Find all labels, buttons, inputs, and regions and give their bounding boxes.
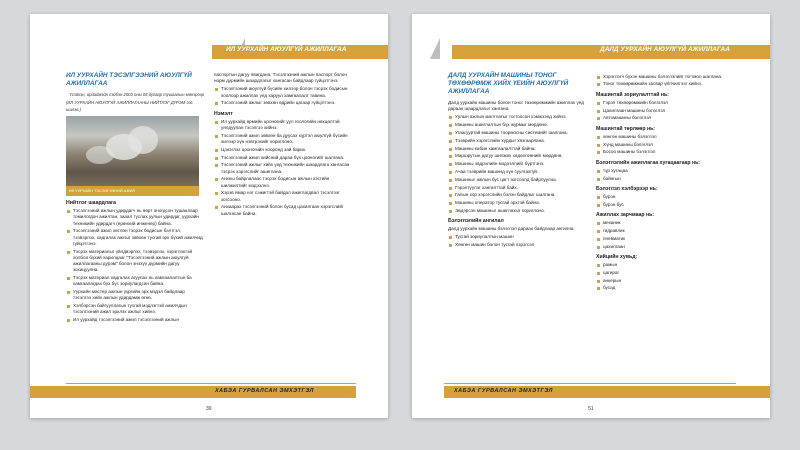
footer-text: ХАБЭА ГУРВАЛСАН ЭМХЭТГЭЛ bbox=[215, 388, 314, 394]
list-item: Босоо машины бэлэглэл bbox=[596, 149, 736, 155]
list-item: хөнгөн машины бэлэглэл bbox=[596, 134, 736, 140]
section-heading: Бэлэглэлийн ангилал bbox=[448, 218, 504, 225]
list-item: Ил уурхайд өрмийн цооногийг уул геологийн нөхцөлтэй уялдуулан тэсэлгээ хийнэ. bbox=[214, 119, 354, 131]
list-item: Тусгай зориулалтын машин bbox=[448, 234, 586, 240]
list-item: бусад bbox=[596, 285, 736, 291]
list-item: Гэрэл төхөөрөмжийн бэлэглэл bbox=[596, 100, 736, 106]
group-heading: Хийцийн хувьд: bbox=[596, 253, 638, 260]
list-item: Маршрутын дагуу шилжих хөдөлгөөнийг мөрдөнө. bbox=[448, 153, 586, 159]
photo-caption: ИЛ УУРХАЙН ТЭСЭЛГЭЭНИЙ АЖИЛ bbox=[66, 186, 199, 196]
left-column-2 bbox=[214, 72, 354, 218]
list-item: Тэсэлгээний ажлын удирдагч нь өөрт оногдсон тушаалаар томилогдон ажилтан, зааал туслах уулын удирдаг, уурхайн техникийн удирдагч (ерөнхий инженер) байна. bbox=[66, 208, 204, 227]
article-title: ИЛ УУРХАЙН ТЭСЭЛГЭЭНИЙ АЮУЛГҮЙ АЖИЛЛАГАА bbox=[66, 72, 192, 87]
list-item: Хөнгөн машин болон тусгай хэрэгсэл bbox=[448, 242, 586, 248]
page-number: 51 bbox=[588, 406, 594, 412]
group-heading: Машинтай зориулалттай нь: bbox=[596, 91, 669, 98]
list-item: Тэсэлгээний ажил хөтлөн тэсрэх бодисын бэлтгэл, тээвэрлэх, хадгалах ажлыг зөвхөн тусгай эрх бүхий ажилчид гүйцэтгэнэ. bbox=[66, 228, 204, 247]
list-item: Тэсэлгээний ажил зөвхөн ба дуусах хүртэл аюулгүй бүсийн хилээр хүн нэвтрэхийг хориглоно. bbox=[214, 133, 354, 145]
list-item: Тоног төхөөрөмжийн засвар үйлчилгээг хийнэ. bbox=[596, 81, 736, 87]
footer-bar bbox=[444, 386, 770, 398]
page-number: 39 bbox=[206, 406, 212, 412]
list-item: Тэсэлгээний ажлыг зөвхөн өдрийн цагаар гүйцэтгэнэ. bbox=[214, 100, 354, 106]
list-item: Цахилгаан машины бэлэглэл bbox=[596, 108, 736, 114]
paragraph: паспортын дагуу явагдана. Тэсэлгээний ажлын паспорт болон норм дүрмийн шаардлагыг хангасан байдлаар гүйцэтгэнэ. bbox=[214, 72, 347, 84]
running-header-text: ИЛ УУРХАЙН АЮУЛГҮЙ АЖИЛЛАГАА bbox=[226, 46, 347, 53]
list-item: Уурхайн мастер ажлын үүргийн эрх мэдэл байдлаар тэсэлгээ хийх ажлын удирдамж өгнө. bbox=[66, 289, 204, 301]
list-item: пневматик bbox=[596, 236, 736, 242]
list-item: рамын bbox=[596, 262, 736, 268]
source-note: Үсэйкэн, ирдаймэйн сэйбэн 2003 оны 06 дугаар тушаалын мөнэрээр bbox=[69, 92, 204, 97]
list-item: Машины оператор тусгай эрхтэй байна. bbox=[448, 200, 586, 206]
list-item: Угаагууртай машины тоормосны системийг шалгана. bbox=[448, 130, 586, 136]
list-item: цахилгаан bbox=[596, 244, 736, 250]
list-item: Цэнэглэх цооногийн хооронд зай барих. bbox=[214, 147, 354, 153]
footer-rule bbox=[444, 383, 736, 384]
intro-note: (ИЛ УУРХАЙН АЮУЛГҮЙ АЖИЛЛАГААНЫ НИЙТЛЭГ ДҮРЭМ-ээс ишлэв.) bbox=[66, 100, 193, 112]
footer-rule bbox=[66, 383, 356, 384]
list-item: Хүнд машины бэлэглэл bbox=[596, 142, 736, 148]
list-item: Машины кабин хамгаалалттай байна. bbox=[448, 146, 586, 152]
group-heading: Бэлэглэлийн ажиллагаа хугацаагаар нь: bbox=[596, 159, 701, 166]
blast-photo bbox=[66, 116, 199, 186]
list-item: Хэлбэрсэн байгууллагын тусгай мэдлэгтэй ажилчдын тэсэлгээний ажил эрхлэх ажлыг хийнэ. bbox=[66, 303, 204, 315]
list-item: Тэсэлгээний аюулгүй бүсийн хилээр болон тэсрэх бодисын хоолоор ажиллах үед харуул хамгаалалт тавина. bbox=[214, 86, 354, 98]
list-item: Автомашины бэлэглэл bbox=[596, 115, 736, 121]
list-item: байнгын bbox=[596, 176, 736, 182]
list-item: гидравлик bbox=[596, 228, 736, 234]
right-column-1 bbox=[448, 72, 586, 250]
paragraph: Далд уурхайн машины бэлэглэл дараах байдлаар ангилна. bbox=[448, 226, 575, 232]
group-heading: Бэлэглэл хэлбэрээр нь: bbox=[596, 185, 658, 192]
list-item: Хэрэглэгч бүхэн машины бэлэглэлийг тогтмол шалгана. bbox=[596, 74, 736, 80]
paragraph: Далд уурхайн машины болон тоног төхөөрөмжийн ажиллах үед дараах шаардлагыг хангана. bbox=[448, 100, 584, 112]
right-column-2 bbox=[596, 72, 736, 293]
list-item: Тэсрэх материалыг үйлдвэрлэх, тээвэрлэх, хэрэглэхтэй холбоо бүхий харилцааг "Тэсэлгээний ажлын аюулгүй ажиллагааны дүрэм" болон энэхүү дүрмийн дагуу зохицуулна. bbox=[66, 249, 204, 274]
list-item: Ачаа тээврийн машинд хүн суулгахгүй. bbox=[448, 169, 586, 175]
group-heading: Машинтай төрлөөр нь: bbox=[596, 125, 656, 132]
section-heading: Нэмэлт bbox=[214, 110, 233, 117]
list-item: Эвдэрсэн машиныг ашиглахыг хориглоно. bbox=[448, 208, 586, 214]
list-item: Машины ашиглалтын бүх журмыг мөрдөнө. bbox=[448, 122, 586, 128]
list-item: Тэсэлгээний ажлыг хийх үед техникийн шаардлага хангасан тэсрэх хэрэгслийг ашиглана. bbox=[214, 162, 354, 174]
footer-text: ХАБЭА ГУРВАЛСАН ЭМХЭТГЭЛ bbox=[454, 388, 553, 394]
list-item: Машиныг ажлын бус цагт зогсоолд байрлуулна. bbox=[448, 177, 586, 183]
list-item: механик bbox=[596, 220, 736, 226]
header-accent-shape bbox=[430, 38, 440, 59]
running-header bbox=[212, 45, 388, 59]
running-header-text: ДАЛД УУРХАЙН АЮУЛГҮЙ АЖИЛЛАГАА bbox=[600, 46, 730, 53]
list-item: Ил уурхайд тэсэлгээний ажил тэсэлгээний ажлын bbox=[66, 317, 204, 323]
article-title: ДАЛД УУРХАЙН МАШИНЫ ТОНОГ ТӨХӨӨРӨМЖ ХИЙХ ҮЕИЙН АЮУЛГҮЙ АЖИЛЛАГАА bbox=[448, 72, 569, 95]
list-item: Уулын ажлын малтлагыг тогтоосон хэмжээнд хийнэ. bbox=[448, 114, 586, 120]
list-item: бүрэн бус bbox=[596, 202, 736, 208]
left-page bbox=[30, 14, 388, 418]
list-item: цагираг bbox=[596, 270, 736, 276]
section-heading: Нийтлэг шаардлага bbox=[66, 200, 117, 207]
list-item: Машины эвдрэлийн мэдээллийг бүртгэнэ. bbox=[448, 161, 586, 167]
running-header bbox=[452, 45, 770, 59]
list-item: Хэрэв ямар нэг сэжигтэй байдал ажиглагдвал тэсэлгээг зогсооно. bbox=[214, 190, 354, 202]
list-item: түр хугацаа bbox=[596, 168, 736, 174]
left-column-1 bbox=[66, 72, 204, 325]
list-item: анкерын bbox=[596, 278, 736, 284]
list-item: Тэсрэх материал хадгалах агуулах нь хамгаалалтын ба хамгаалагдах бүх бүс зориулагдсан байна. bbox=[66, 275, 204, 287]
list-item: Анхаарах тэсэлгээний болон бусад цахилгаан хэрэгслийг шалгасан байна. bbox=[214, 204, 354, 216]
footer-bar bbox=[30, 386, 356, 398]
list-item: Тэсэлгээний ажил хийсний дараа бүх цооногийг шалгана. bbox=[214, 155, 354, 161]
right-page bbox=[412, 14, 770, 418]
list-item: Галын хор хэрэгслийн бэлэн байдлыг шалгана. bbox=[448, 192, 586, 198]
list-item: Гэрэлтүүлэг хангалттай байх. bbox=[448, 185, 586, 191]
list-item: Тээврийн хэрэгслийн хурдыг хязгаарлана. bbox=[448, 138, 586, 144]
group-heading: Ажиллах зарчмаар нь: bbox=[596, 212, 655, 218]
list-item: Анхны байрлалаас тэсрэх бодисын ажлын хэсгийн шилжилтийг мэдээлнэ. bbox=[214, 176, 354, 188]
list-item: бүрэн bbox=[596, 194, 736, 200]
